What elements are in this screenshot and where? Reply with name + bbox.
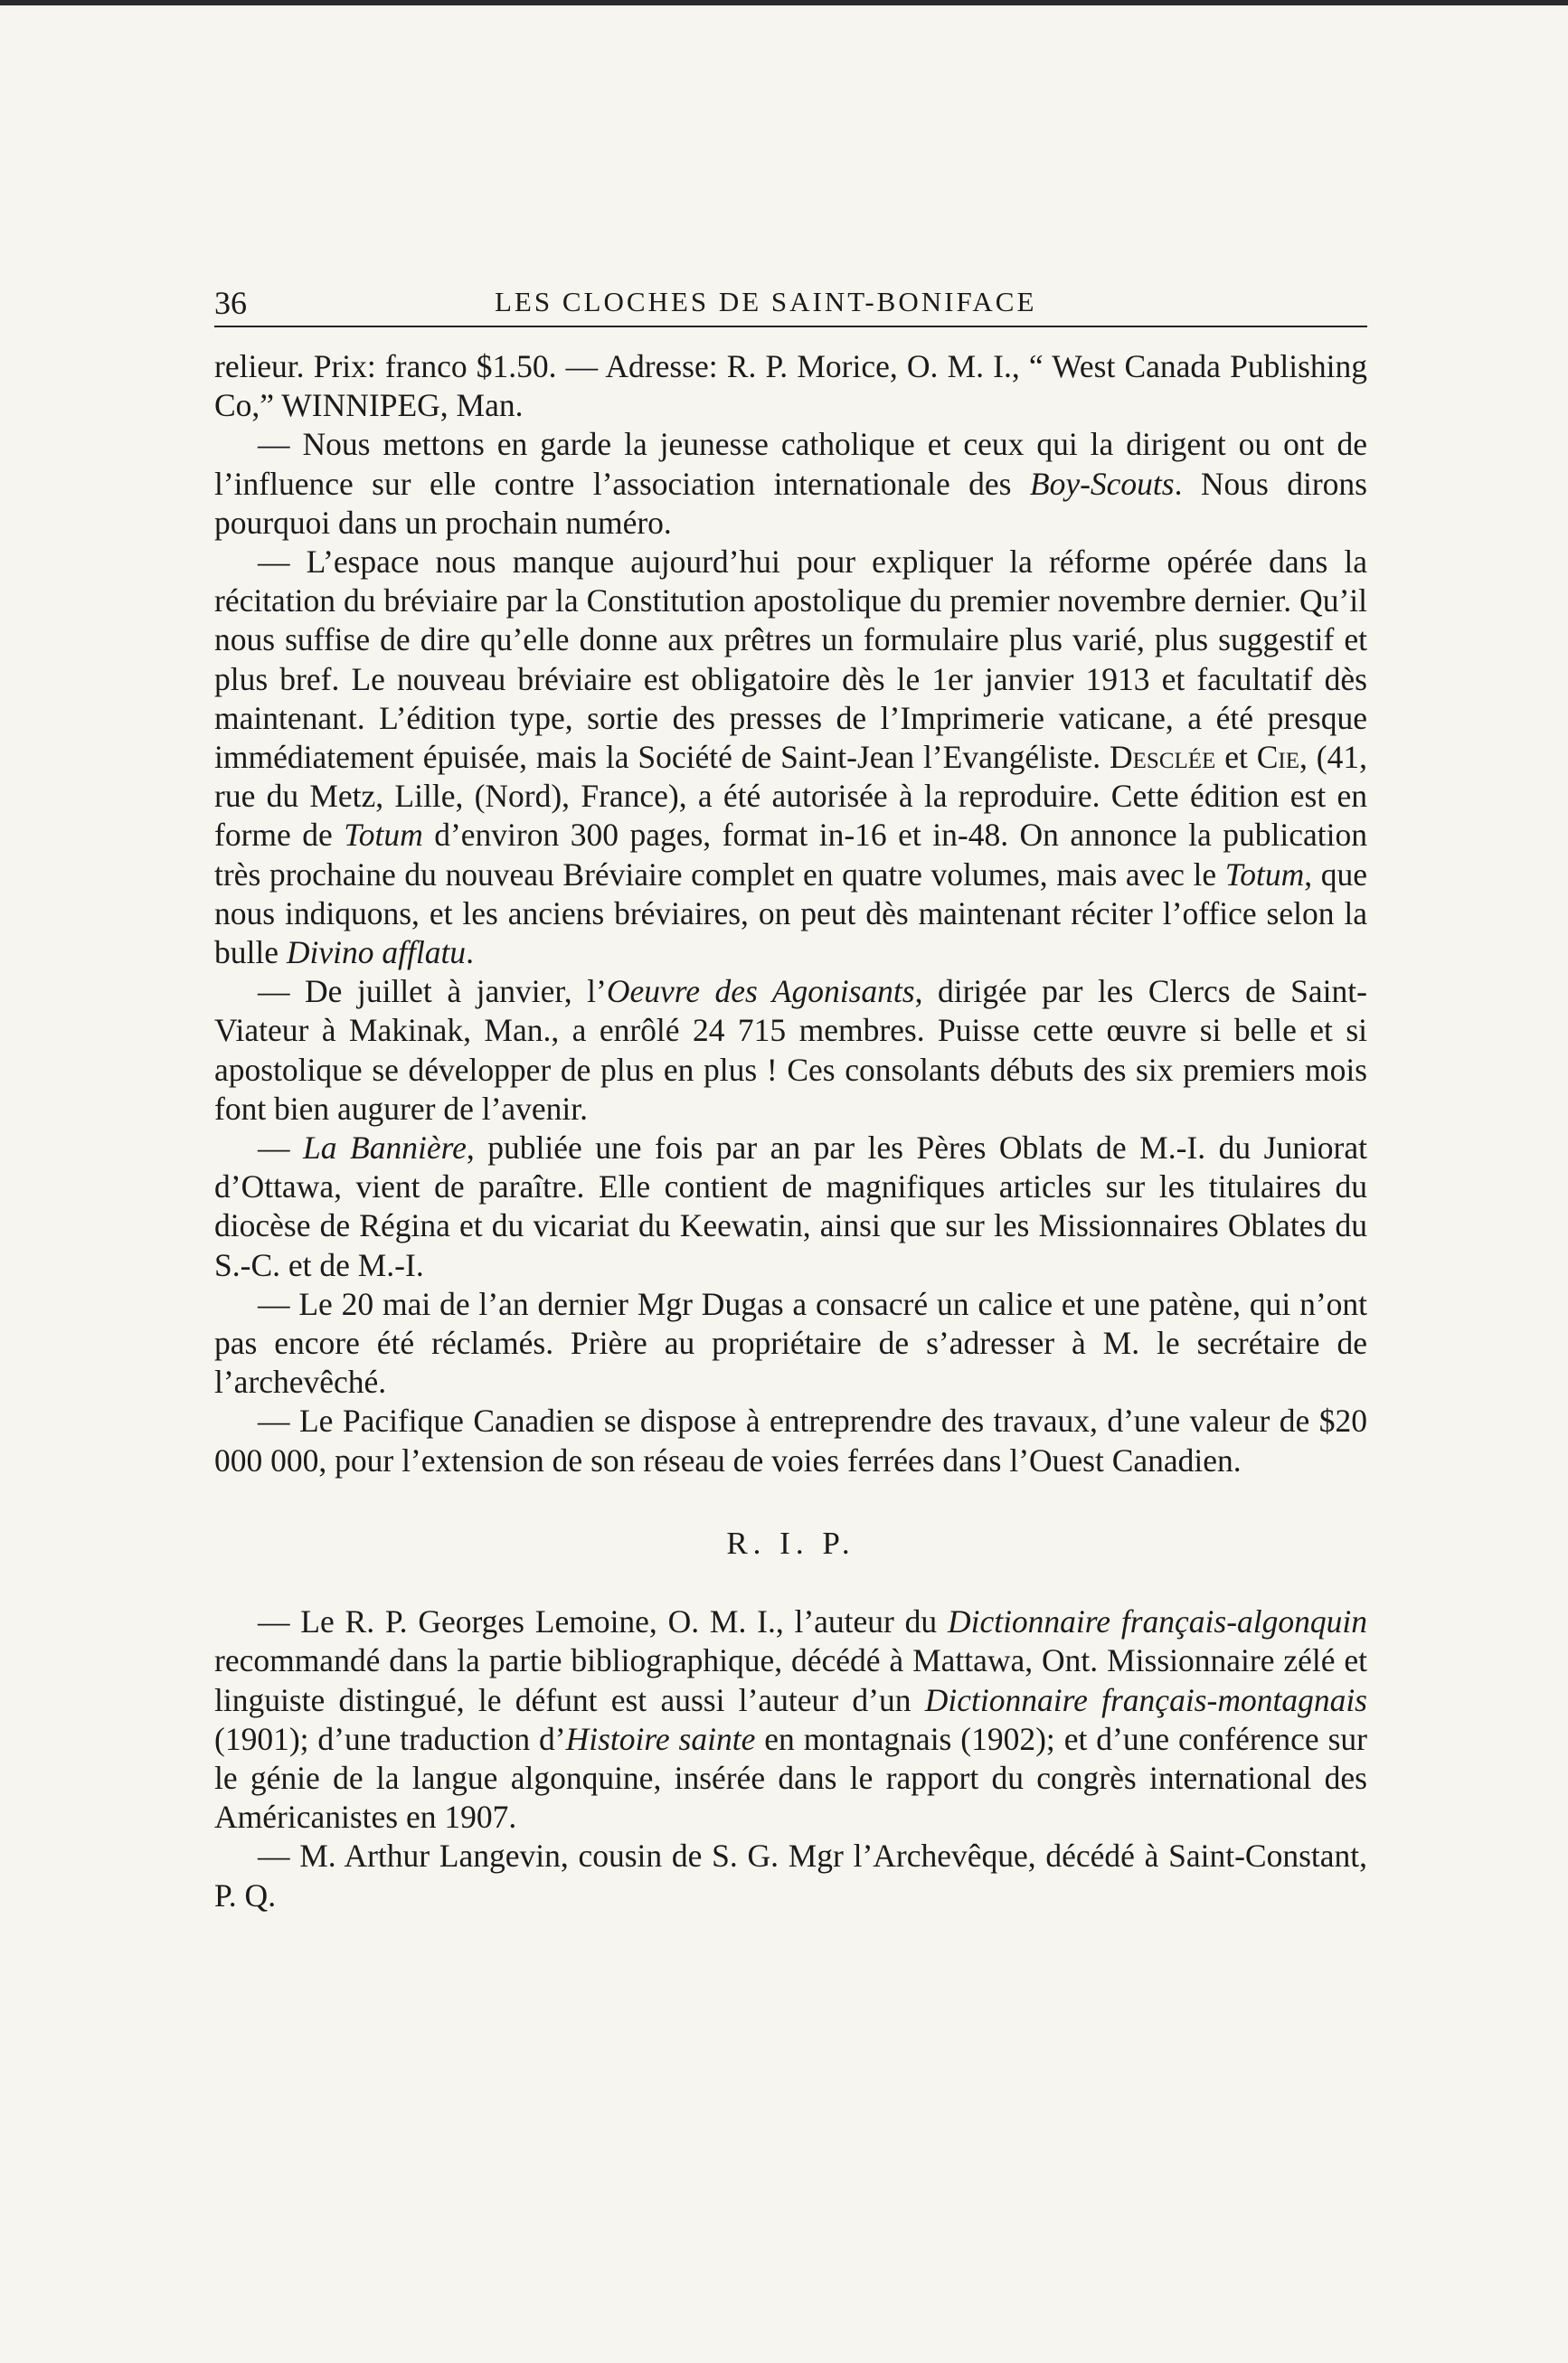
page-top-edge xyxy=(0,0,1568,5)
smallcaps-text: Cie xyxy=(1256,739,1300,776)
paragraph-calice: — Le 20 mai de l’an dernier Mgr Dugas a consacré un calice et une patène, qui n’ont pas encore été réclamés. Prière au propriétaire de s’adresser à M. le secrétaire de l’archevêché. xyxy=(214,1285,1367,1401)
italic-text: Dictionnaire français-algonquin xyxy=(947,1603,1368,1640)
italic-text: Boy-Scouts xyxy=(1029,465,1175,502)
text-run: — De juillet à janvier, l’ xyxy=(258,973,607,1010)
italic-text: Dictionnaire français-montagnais xyxy=(924,1681,1367,1718)
text-run: — xyxy=(258,1130,304,1167)
rip-heading: R. I. P. xyxy=(726,1525,855,1561)
italic-text: Totum xyxy=(1224,855,1305,893)
article-body xyxy=(214,347,1367,1915)
text-run: — L’espace nous manque aujourd’hui pour expliquer la réforme opérée dans la récitation du bréviaire par la Constitution apostolique du premier novembre dernier. Qu’il nous suffise de dire qu’elle donne aux prêtres un formulaire plus varié, plus suggestif et plus bref. Le nouveau bréviaire est obligatoire dès le 1er janvier 1913 et facultatif dès maintenant. L’édition type, sortie des presses de l’Imprimerie vaticane, a été presque immédiatement épuisée, mais la Société de Saint-Jean l’Evangéliste. xyxy=(214,543,1367,776)
text-run: , (41, rue du Metz, Lille, (Nord), France), a été autorisée à la reproduire. Cette édition est en forme de xyxy=(214,739,1367,854)
text-run: en montagnais (1902); et d’une conférence sur le génie de la langue algonquine, insérée dans le rapport du congrès international des Américanistes en 1907. xyxy=(214,1720,1367,1836)
text-run: d’environ 300 pages, format in-16 et in-48. On annonce la publication très prochaine du nouveau Bréviaire complet en quatre volumes, mais avec le xyxy=(214,817,1367,893)
text-run: — Le R. P. Georges Lemoine, O. M. I., l’auteur du xyxy=(258,1603,948,1640)
paragraph-banniere xyxy=(214,1129,1367,1285)
paragraph-langevin: — M. Arthur Langevin, cousin de S. G. Mgr l’Archevêque, décédé à Saint-Constant, P. Q. xyxy=(214,1838,1367,1914)
text-run: . xyxy=(466,934,474,971)
italic-text: Totum xyxy=(344,817,423,854)
paragraph-lemoine xyxy=(214,1602,1367,1837)
italic-text: La Bannière xyxy=(303,1130,467,1167)
smallcaps-text: Desclée xyxy=(1110,739,1216,776)
page xyxy=(214,271,1367,1915)
italic-text: Divino afflatu xyxy=(286,934,467,971)
page-header xyxy=(214,271,1367,327)
text-run: , publiée une fois par an par les Pères Oblats de M.-I. du Juniorat d’Ottawa, vient de paraître. Elle contient de magnifiques articles sur les titulaires du diocèse de Régina et du vicariat du Keewatin, ainsi que sur les Missionnaires Oblates du S.-C. et de M.-I. xyxy=(214,1130,1367,1283)
text-run: — Nous mettons en garde la jeunesse catholique et ceux qui la dirigent ou ont de l’influence sur elle contre l’association internationale des xyxy=(214,426,1367,502)
italic-text: Histoire sainte xyxy=(565,1720,756,1757)
paragraph-breviary xyxy=(214,543,1367,972)
paragraph-pacifique: — Le Pacifique Canadien se dispose à entreprendre des travaux, d’une valeur de $20 000 000, pour l’extension de son réseau de voies ferrées dans l’Ouest Canadien. xyxy=(214,1403,1367,1479)
paragraph-continuation: relieur. Prix: franco $1.50. — Adresse: R. P. Morice, O. M. I., “ West Canada Publishing Co,” WINNIPEG, Man. xyxy=(214,348,1367,424)
paragraph-agonisants xyxy=(214,972,1367,1129)
text-run: , dirigée par les Clercs de Saint-Viateur à Makinak, Man., a enrôlé 24 715 membres. Puisse cette œuvre si belle et si apostolique se développer de plus en plus ! Ces consolants débuts des six premiers mois font bien augurer de l’avenir. xyxy=(214,973,1367,1127)
italic-text: Oeuvre des Agonisants xyxy=(606,973,915,1010)
page-number: 36 xyxy=(214,285,247,321)
text-run: . Nous dirons pourquoi dans un prochain numéro. xyxy=(214,465,1367,541)
text-run: recommandé dans la partie bibliographique, décédé à Mattawa, Ont. Missionnaire zélé et linguiste distingué, le défunt est aussi l’auteur d’un xyxy=(214,1642,1367,1718)
text-run: (1901); d’une traduction d’ xyxy=(214,1720,566,1757)
text-run: et xyxy=(1215,739,1257,776)
paragraph-boy-scouts xyxy=(214,425,1367,543)
text-run: , que nous indiquons, et les anciens bréviaires, on peut dès maintenant réciter l’office selon la bulle xyxy=(214,855,1367,971)
running-head: LES CLOCHES DE SAINT-BONIFACE xyxy=(495,286,1037,317)
